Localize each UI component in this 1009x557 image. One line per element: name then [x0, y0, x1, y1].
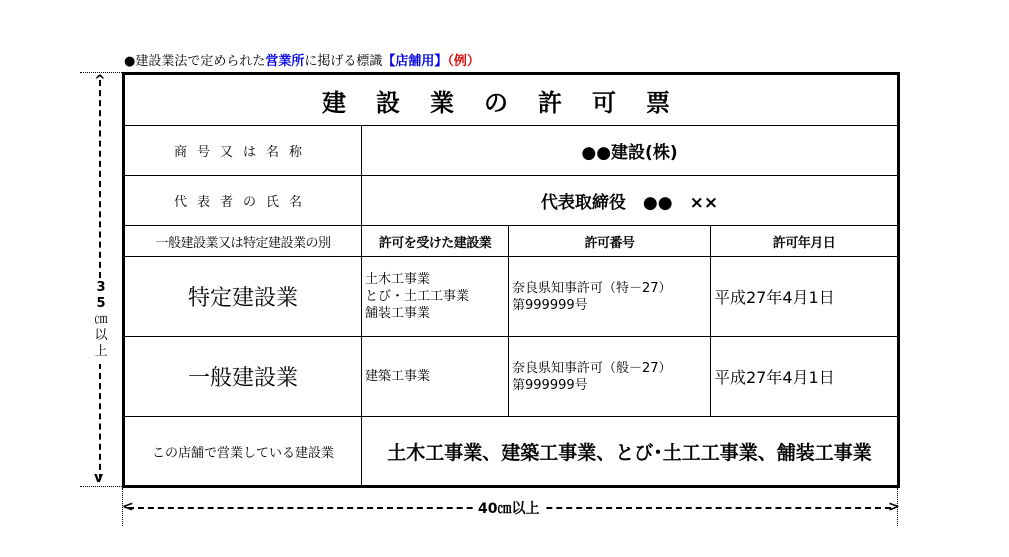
caption-highlight: 営業所: [265, 54, 305, 69]
header-type: 一般建設業又は特定建設業の別: [124, 226, 362, 257]
permit-number: [509, 337, 711, 417]
store-works-label: この店舗で営業している建設業: [124, 417, 362, 487]
permit-date: 平成27年4月1日: [711, 257, 899, 337]
store-works-value: 土木工事業、建築工事業、とび･土工工事業、舗装工事業: [362, 417, 899, 487]
permit-number-line: 奈良県知事許可（特－27）: [512, 280, 672, 296]
caption-tag: 【店舗用】: [382, 54, 448, 69]
representative-value: 代表取締役 ●● ××: [362, 176, 899, 226]
permit-number-line: 奈良県知事許可（般－27）: [512, 360, 672, 376]
header-date: 許可年月日: [711, 226, 899, 257]
height-label: [90, 280, 112, 364]
permit-type: 一般建設業: [124, 337, 362, 417]
permit-sign-table: [122, 72, 900, 488]
work-item: とび・土工工事業: [365, 289, 470, 304]
height-char: 上: [94, 344, 108, 359]
header-number: 許可番号: [509, 226, 711, 257]
bottom-guide-line: [80, 486, 122, 487]
arrow-right-icon: >: [888, 499, 900, 515]
permit-number: [509, 257, 711, 337]
permit-type: 特定建設業: [124, 257, 362, 337]
work-item: 土木工事業: [365, 272, 431, 287]
representative-label: 代表者の氏名: [124, 176, 362, 226]
caption-text-2: に掲げる標識: [304, 54, 383, 69]
height-char: 5: [96, 296, 106, 311]
sign-title: 建設業の許可票: [124, 74, 899, 126]
width-label: 40㎝以上: [474, 498, 543, 518]
work-item: 建築工事業: [365, 369, 431, 384]
caption-text: ●建設業法で定められた: [124, 54, 266, 69]
arrow-up-icon: ^: [94, 73, 106, 89]
height-char: 3: [96, 280, 106, 295]
permit-works: [362, 337, 509, 417]
table-row: [124, 337, 899, 417]
caption-example: （例）: [447, 54, 480, 69]
table-row: [124, 257, 899, 337]
permit-works: [362, 257, 509, 337]
trade-name-label: 商号又は名称: [124, 126, 362, 176]
arrow-down-icon: v: [94, 470, 104, 486]
permit-number-line: 第999999号: [512, 377, 588, 393]
trade-name-value: ●●建設(株): [362, 126, 899, 176]
permit-number-line: 第999999号: [512, 297, 588, 313]
header-works: 許可を受けた建設業: [362, 226, 509, 257]
arrow-left-icon: <: [122, 499, 134, 515]
height-char: 以: [94, 328, 108, 343]
caption: [124, 50, 480, 69]
height-char: ㎝: [94, 312, 108, 327]
permit-date: 平成27年4月1日: [711, 337, 899, 417]
work-item: 舗装工事業: [365, 306, 431, 321]
